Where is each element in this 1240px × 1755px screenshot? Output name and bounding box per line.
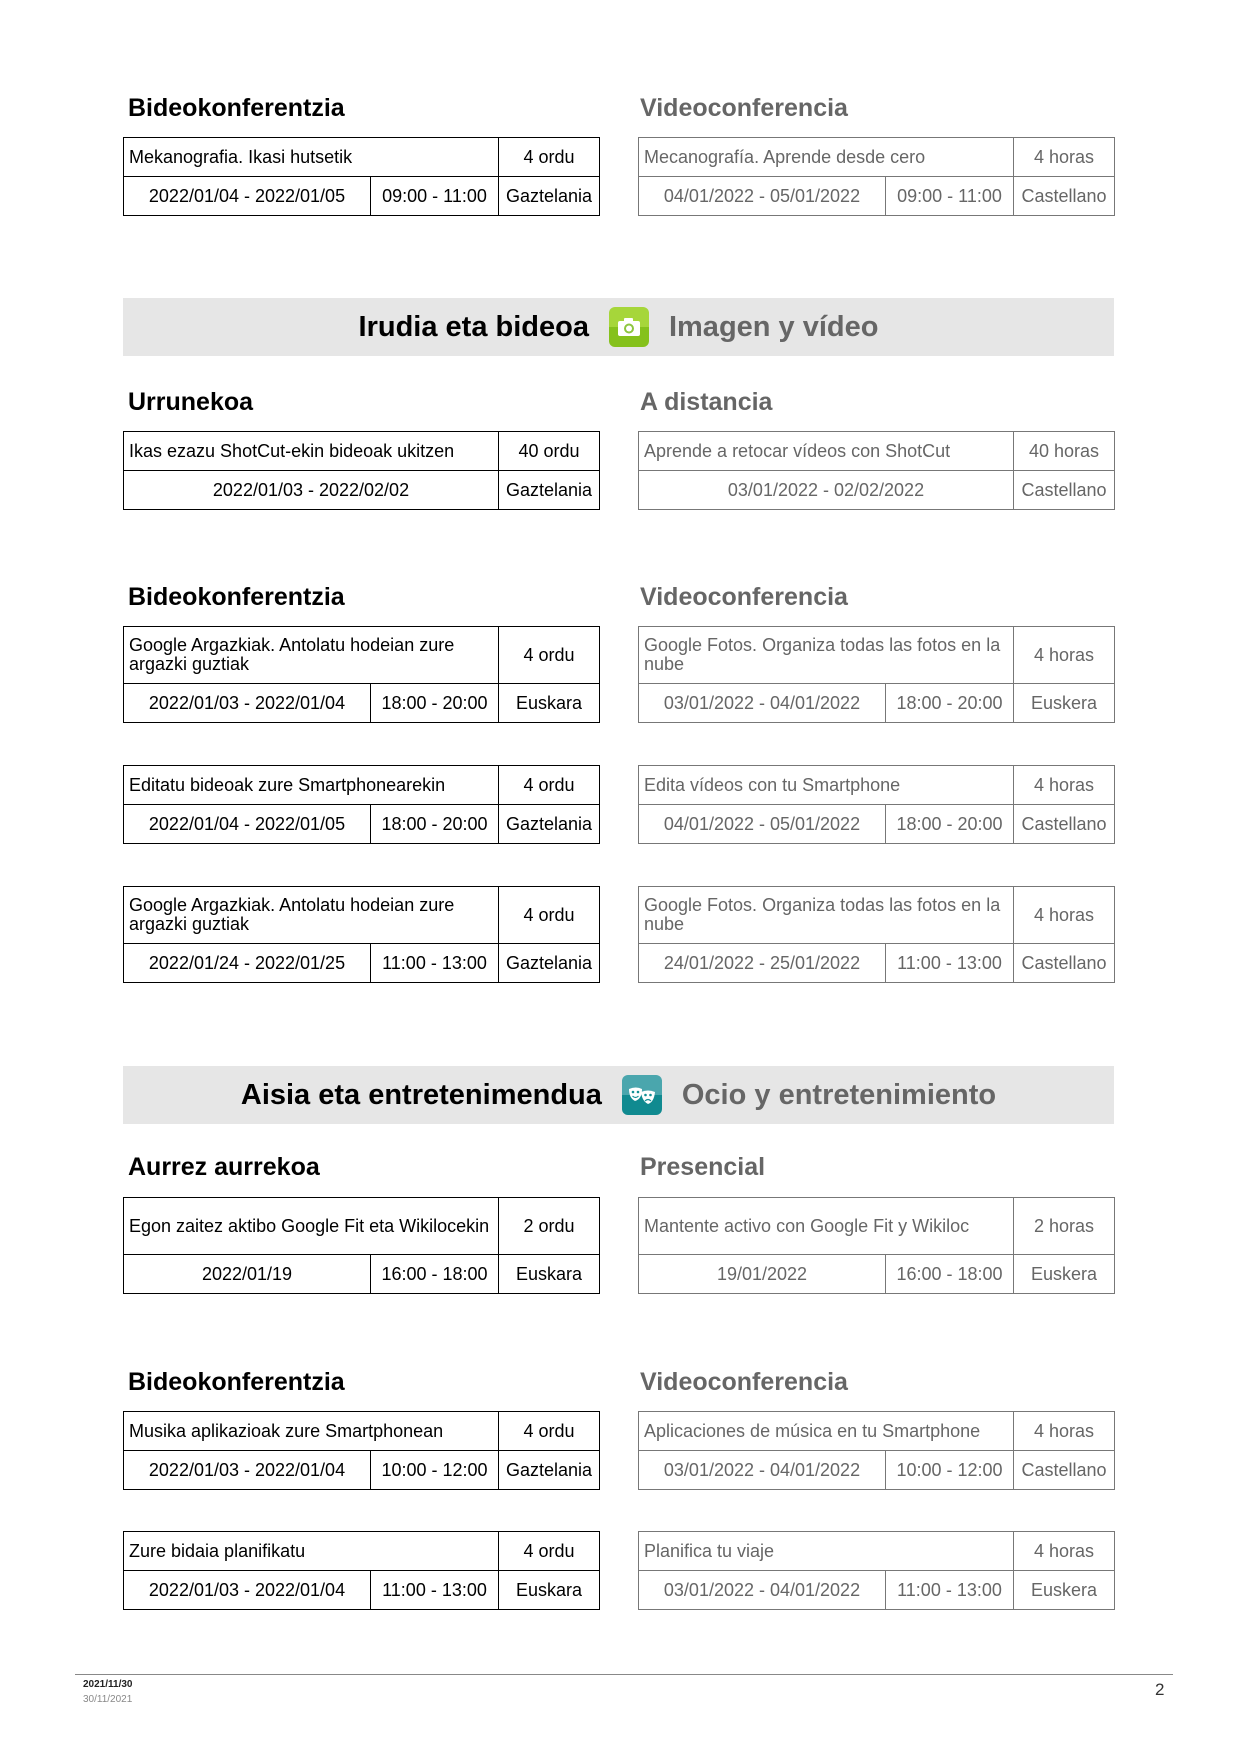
camera-icon bbox=[609, 307, 649, 347]
course-language: Gaztelania bbox=[499, 177, 600, 216]
course-name: Musika aplikazioak zure Smartphonean bbox=[124, 1412, 499, 1451]
course-duration: 4 ordu bbox=[499, 887, 600, 944]
category-title-es: Imagen y vídeo bbox=[668, 310, 879, 343]
course-dates: 2022/01/03 - 2022/01/04 bbox=[124, 684, 371, 723]
course-name: Mekanografia. Ikasi hutsetik bbox=[124, 138, 499, 177]
course-dates: 19/01/2022 bbox=[639, 1255, 886, 1294]
course-language: Euskara bbox=[499, 1571, 600, 1610]
course-language: Euskara bbox=[499, 684, 600, 723]
section-heading-es: Videoconferencia bbox=[640, 94, 848, 122]
course-name: Google Fotos. Organiza todas las fotos en la nube bbox=[639, 887, 1014, 944]
course-language: Castellano bbox=[1014, 944, 1115, 983]
course-dates: 2022/01/04 - 2022/01/05 bbox=[124, 177, 371, 216]
course-dates: 03/01/2022 - 04/01/2022 bbox=[639, 684, 886, 723]
section-heading-eu: Bideokonferentzia bbox=[128, 583, 345, 611]
course-name: Google Argazkiak. Antolatu hodeian zure argazki guztiak bbox=[124, 887, 499, 944]
footer-date-es: 30/11/2021 bbox=[83, 1694, 133, 1705]
course-language: Gaztelania bbox=[499, 471, 600, 510]
course-time: 11:00 - 13:00 bbox=[886, 1571, 1014, 1610]
course-time: 10:00 - 12:00 bbox=[886, 1451, 1014, 1490]
course-duration: 4 ordu bbox=[499, 627, 600, 684]
course-time: 16:00 - 18:00 bbox=[371, 1255, 499, 1294]
course-time: 16:00 - 18:00 bbox=[886, 1255, 1014, 1294]
course-name: Google Fotos. Organiza todas las fotos en la nube bbox=[639, 627, 1014, 684]
course-language: Castellano bbox=[1014, 1451, 1115, 1490]
course-time: 11:00 - 13:00 bbox=[886, 944, 1014, 983]
course-name: Zure bidaia planifikatu bbox=[124, 1532, 499, 1571]
course-dates: 2022/01/03 - 2022/01/04 bbox=[124, 1451, 371, 1490]
footer-date-eu: 2021/11/30 bbox=[83, 1679, 133, 1690]
course-duration: 4 ordu bbox=[499, 138, 600, 177]
section-heading-es: Videoconferencia bbox=[640, 1368, 848, 1396]
course-table-es bbox=[638, 886, 1115, 983]
course-dates: 03/01/2022 - 04/01/2022 bbox=[639, 1571, 886, 1610]
course-duration: 4 ordu bbox=[499, 1412, 600, 1451]
course-time: 09:00 - 11:00 bbox=[371, 177, 499, 216]
course-name: Mecanografía. Aprende desde cero bbox=[639, 138, 1014, 177]
course-name: Ikas ezazu ShotCut-ekin bideoak ukitzen bbox=[124, 432, 499, 471]
course-name: Editatu bideoak zure Smartphonearekin bbox=[124, 766, 499, 805]
category-title-es: Ocio y entretenimiento bbox=[681, 1078, 997, 1111]
course-dates: 2022/01/04 - 2022/01/05 bbox=[124, 805, 371, 844]
course-table-eu bbox=[123, 1531, 600, 1610]
category-title-eu: Irudia eta bideoa bbox=[358, 310, 589, 343]
course-time: 11:00 - 13:00 bbox=[371, 944, 499, 983]
category-band bbox=[123, 298, 1114, 356]
course-time: 18:00 - 20:00 bbox=[371, 805, 499, 844]
course-table-eu bbox=[123, 1411, 600, 1490]
course-time: 11:00 - 13:00 bbox=[371, 1571, 499, 1610]
category-band bbox=[123, 1066, 1114, 1124]
course-duration: 4 horas bbox=[1014, 138, 1115, 177]
course-name: Mantente activo con Google Fit y Wikiloc bbox=[639, 1198, 1014, 1255]
course-language: Gaztelania bbox=[499, 944, 600, 983]
course-duration: 4 horas bbox=[1014, 1532, 1115, 1571]
course-table-eu bbox=[123, 886, 600, 983]
course-language: Gaztelania bbox=[499, 1451, 600, 1490]
course-duration: 4 ordu bbox=[499, 766, 600, 805]
course-time: 18:00 - 20:00 bbox=[371, 684, 499, 723]
course-table-es bbox=[638, 1531, 1115, 1610]
course-duration: 4 ordu bbox=[499, 1532, 600, 1571]
section-heading-es: A distancia bbox=[640, 388, 773, 416]
course-language: Euskera bbox=[1014, 684, 1115, 723]
course-duration: 4 horas bbox=[1014, 766, 1115, 805]
course-dates: 03/01/2022 - 02/02/2022 bbox=[639, 471, 1014, 510]
course-table-es bbox=[638, 1411, 1115, 1490]
course-dates: 2022/01/03 - 2022/02/02 bbox=[124, 471, 499, 510]
theater-masks-icon bbox=[622, 1075, 662, 1115]
course-language: Gaztelania bbox=[499, 805, 600, 844]
course-table-es bbox=[638, 765, 1115, 844]
course-name: Edita vídeos con tu Smartphone bbox=[639, 766, 1014, 805]
course-language: Castellano bbox=[1014, 805, 1115, 844]
course-time: 09:00 - 11:00 bbox=[886, 177, 1014, 216]
course-language: Euskara bbox=[499, 1255, 600, 1294]
section-heading-eu: Urrunekoa bbox=[128, 388, 254, 416]
course-table-eu bbox=[123, 1197, 600, 1294]
course-language: Castellano bbox=[1014, 177, 1115, 216]
course-duration: 4 horas bbox=[1014, 887, 1115, 944]
course-table-es bbox=[638, 431, 1115, 510]
course-dates: 2022/01/24 - 2022/01/25 bbox=[124, 944, 371, 983]
course-dates: 03/01/2022 - 04/01/2022 bbox=[639, 1451, 886, 1490]
course-table-eu bbox=[123, 431, 600, 510]
course-language: Euskera bbox=[1014, 1255, 1115, 1294]
course-name: Planifica tu viaje bbox=[639, 1532, 1014, 1571]
course-table-es bbox=[638, 626, 1115, 723]
course-table-es bbox=[638, 1197, 1115, 1294]
course-dates: 24/01/2022 - 25/01/2022 bbox=[639, 944, 886, 983]
course-dates: 04/01/2022 - 05/01/2022 bbox=[639, 805, 886, 844]
course-duration: 4 horas bbox=[1014, 1412, 1115, 1451]
course-name: Aprende a retocar vídeos con ShotCut bbox=[639, 432, 1014, 471]
course-table-eu bbox=[123, 765, 600, 844]
course-name: Egon zaitez aktibo Google Fit eta Wikilocekin bbox=[124, 1198, 499, 1255]
course-dates: 04/01/2022 - 05/01/2022 bbox=[639, 177, 886, 216]
course-table-eu bbox=[123, 626, 600, 723]
course-duration: 40 horas bbox=[1014, 432, 1115, 471]
course-language: Euskera bbox=[1014, 1571, 1115, 1610]
section-heading-eu: Bideokonferentzia bbox=[128, 94, 345, 122]
course-duration: 2 ordu bbox=[499, 1198, 600, 1255]
course-duration: 4 horas bbox=[1014, 627, 1115, 684]
section-heading-es: Videoconferencia bbox=[640, 583, 848, 611]
course-name: Aplicaciones de música en tu Smartphone bbox=[639, 1412, 1014, 1451]
course-table-es bbox=[638, 137, 1115, 216]
course-dates: 2022/01/03 - 2022/01/04 bbox=[124, 1571, 371, 1610]
section-heading-es: Presencial bbox=[640, 1153, 766, 1181]
course-time: 18:00 - 20:00 bbox=[886, 684, 1014, 723]
category-title-eu: Aisia eta entretenimendua bbox=[240, 1078, 602, 1111]
section-heading-eu: Aurrez aurrekoa bbox=[128, 1153, 320, 1181]
course-dates: 2022/01/19 bbox=[124, 1255, 371, 1294]
course-time: 18:00 - 20:00 bbox=[886, 805, 1014, 844]
course-name: Google Argazkiak. Antolatu hodeian zure argazki guztiak bbox=[124, 627, 499, 684]
course-language: Castellano bbox=[1014, 471, 1115, 510]
page-number: 2 bbox=[1155, 1680, 1165, 1699]
course-duration: 2 horas bbox=[1014, 1198, 1115, 1255]
course-table-eu bbox=[123, 137, 600, 216]
section-heading-eu: Bideokonferentzia bbox=[128, 1368, 345, 1396]
course-duration: 40 ordu bbox=[499, 432, 600, 471]
course-time: 10:00 - 12:00 bbox=[371, 1451, 499, 1490]
footer-divider bbox=[75, 1674, 1173, 1675]
